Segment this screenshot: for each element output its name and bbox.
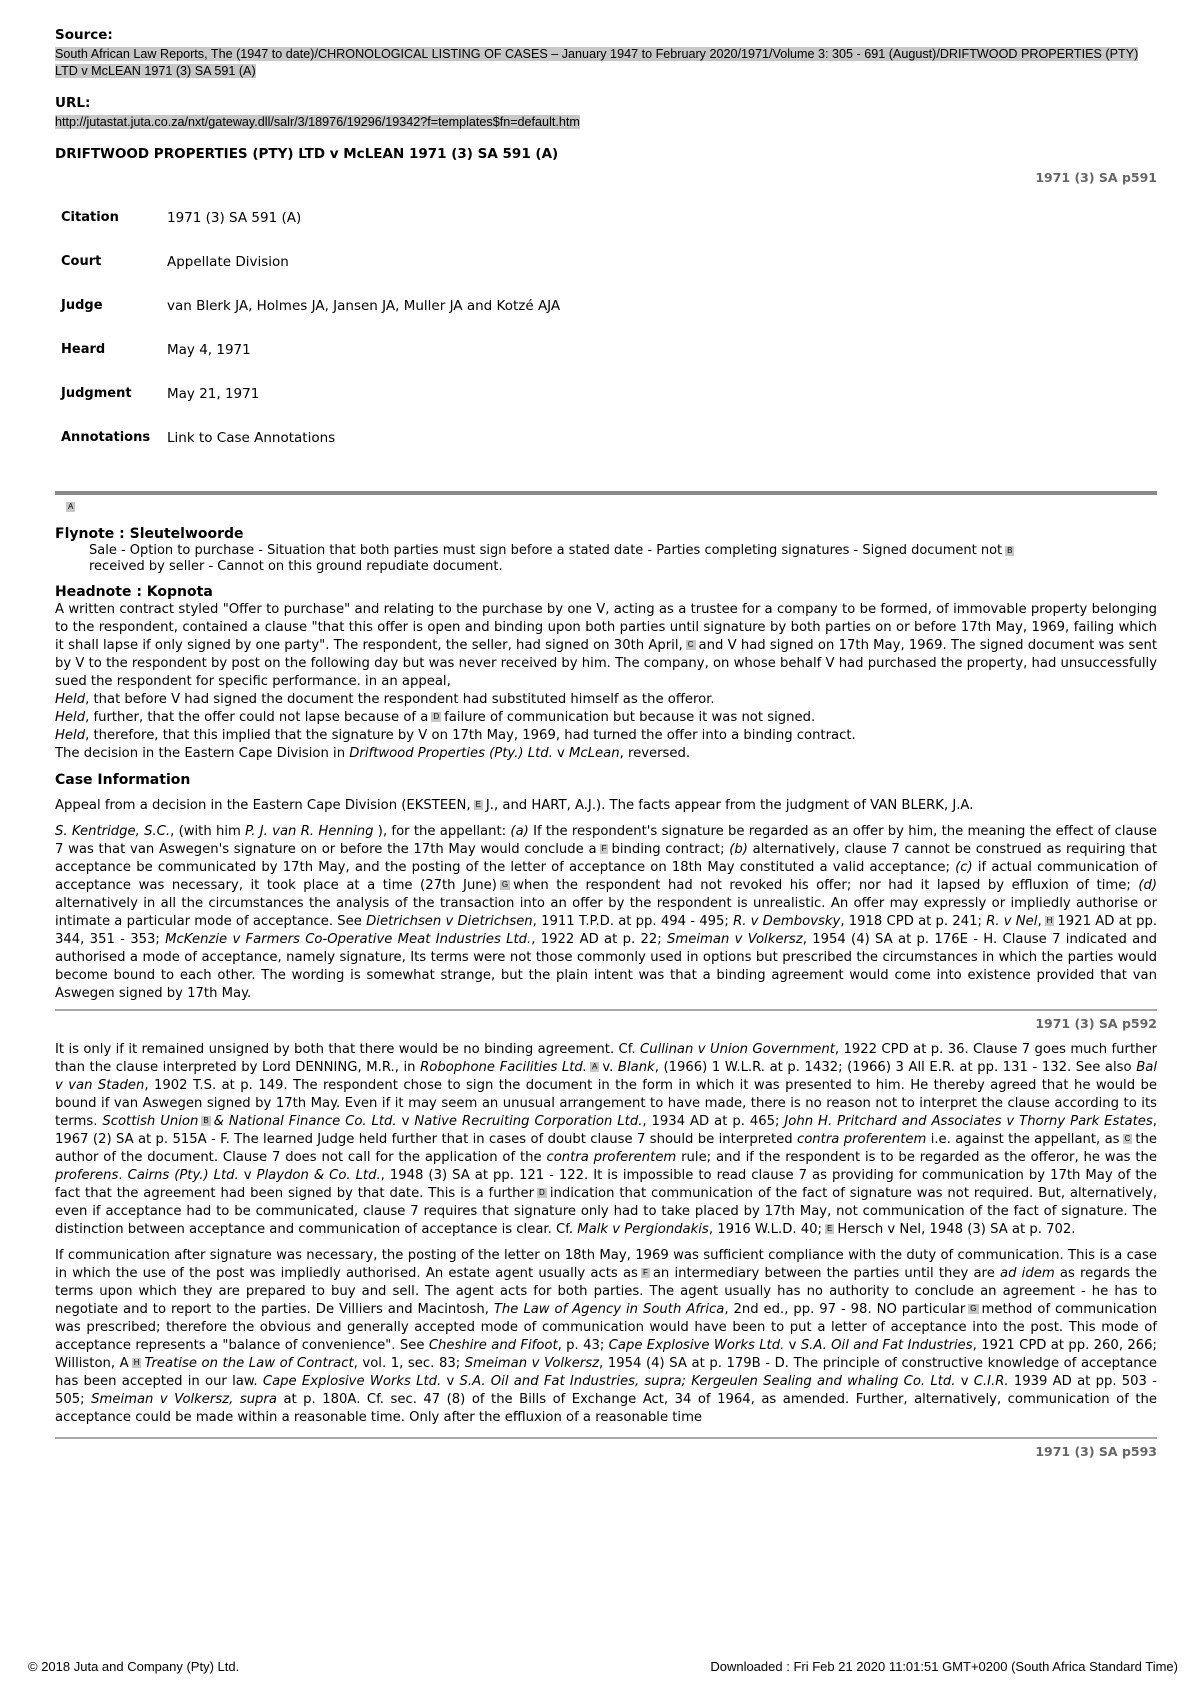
headnote-paragraph: A written contract styled "Offer to purchase" and relating to the purchase by one V, acting as a trustee for a company to be formed, of immovable property belonging to the respondent, contained a clause "that this offer is open and binding upon both parties until signature by both parties on or before 17th May, 1969, failing which it shall lapse if only signed by one party". The respondent, the seller, had signed on 30th April, C and V had signed on 17th May, 1969. The signed document was sent by V to the respondent by post on the following day but was never received by him. The company, on whose behalf V had purchased the property, had unsuccessfully sued the respondent for specific performance. in an appeal, [55, 602, 1158, 689]
meta-key: Annotations [61, 430, 151, 445]
margin-marker-g: G [970, 1304, 977, 1313]
flynote-heading: Flynote : Sleutelwoorde [55, 526, 244, 542]
headnote-heading: Headnote : Kopnota [55, 584, 213, 600]
meta-row [61, 385, 560, 429]
margin-marker-h: H [1046, 916, 1053, 925]
meta-row [61, 341, 560, 385]
meta-key: Judge [61, 298, 103, 313]
margin-marker-b: B [1007, 545, 1013, 555]
copyright-text: © 2018 Juta and Company (Pty) Ltd. [28, 1659, 240, 1674]
source-text: South African Law Reports, The (1947 to date)/CHRONOLOGICAL LISTING OF CASES – January 1947 to February 2020/1971/Volume 3: 305 - 691 (August)/DRIFTWOOD PROPERTIES (PTY) LTD v McLEAN 1971 (3) SA 591 (A) [55, 47, 1139, 78]
meta-value: May 4, 1971 [167, 342, 251, 358]
url-label: URL: [55, 95, 91, 111]
source-label: Source: [55, 27, 113, 43]
meta-key: Court [61, 254, 102, 269]
annotations-link[interactable]: Link to Case Annotations [167, 430, 336, 446]
argument-paragraph-2: It is only if it remained unsigned by both that there would be no binding agreement. Cf. Cullinan v Union Government, 1922 CPD at p. 36. Clause 7 goes much further than the clause interpreted by Lord DENNING, M.R., in Robophone Facilities Ltd. A v. Blank, (1966) 1 W.L.R. at p. 1432; (1966) 3 All E.R. at pp. 131 - 132. See also Bal v van Staden, 1902 T.S. at p. 149. The respondent chose to sign the document in the form in which it was presented to him. He thereby agreed that he would be bound if van Aswegen signed by 17th May. Even if it may seem an unusual arrangement to have made, there is no reason not to interpret the clause according to its terms. Scottish Union B & National Finance Co. Ltd. v Native Recruiting Corporation Ltd., 1934 AD at p. 465; John H. Pritchard and Associates v Thorny Park Estates, 1967 (2) SA at p. 515A - F. The learned Judge held further that in cases of doubt clause 7 should be interpreted contra proferentem i.e. against the appellant, as C the author of the document. Clause 7 does not call for the application of the contra proferentem rule; and if the respondent is to be regarded as the offeror, he was the proferens. Cairns (Pty.) Ltd. v Playdon & Co. Ltd., 1948 (3) SA at pp. 121 - 122. It is impossible to read clause 7 as providing for communication by 17th May of the fact that the agreement had been signed by that date. This is a further D indication that communication of the fact of signature was not required. But, alternatively, even if acceptance had to be communicated, clause 7 requires that signature only had to take placed by 17th May, not communication of the fact of signature. The distinction between acceptance and communication of acceptance is clear. Cf. Malk v Pergiondakis, 1916 W.L.D. 40; E Hersch v Nel, 1948 (3) SA at p. 702. [55, 1042, 1158, 1237]
margin-marker-b: B [203, 1116, 209, 1125]
argument-paragraph-1: S. Kentridge, S.C., (with him P. J. van R. Henning ), for the appellant: (a) If the respondent's signature be regarded as an offer by him, the meaning the effect of clause 7 was that van Aswegen's signature on or before the 17th May would conclude a F binding contract; (b) alternatively, clause 7 cannot be construed as requiring that acceptance be communicated by 17th May, and the posting of the letter of acceptance on 18th May constituted a valid acceptance; (c) if actual communication of acceptance was necessary, it took place at a time (27th June) G when the respondent had not revoked his offer; nor had it lapsed by effluxion of time; (d) alternatively in all the circumstances the analysis of the transaction into an offer by the respondent is unrealistic. An offer may expressly or impliedly authorise or intimate a particular mode of acceptance. See Dietrichsen v Dietrichsen, 1911 T.P.D. at pp. 494 - 495; R. v Dembovsky, 1918 CPD at p. 241; R. v Nel, H 1921 AD at pp. 344, 351 - 353; McKenzie v Farmers Co-Operative Meat Industries Ltd., 1922 AD at p. 22; Smeiman v Volkersz, 1954 (4) SA at p. 176E - H. Clause 7 indicated and authorised a mode of acceptance, namely signature, Its terms were not those commonly used in options but prescribed the circumstances in which the parties would become bound to each other. The wording is somewhat strange, but the plain intent was that a binding agreement would come into existence provided that van Aswegen signed by 17th May. [55, 824, 1158, 1001]
margin-marker-h: H [133, 1358, 140, 1367]
case-title: DRIFTWOOD PROPERTIES (PTY) LTD v McLEAN 1971 (3) SA 591 (A) [55, 146, 559, 162]
margin-marker-e: E [826, 1224, 833, 1233]
meta-row [61, 253, 560, 297]
document-page [55, 26, 1157, 1461]
appeal-paragraph: Appeal from a decision in the Eastern Cape Division (EKSTEEN, E J., and HART, A.J.). The facts appear from the judgment of VAN BLERK, J.A. [55, 798, 974, 813]
margin-marker-c: C [1124, 1134, 1131, 1143]
margin-marker-d: D [539, 1188, 545, 1197]
case-info-heading: Case Information [55, 772, 191, 788]
margin-marker-d: D [433, 712, 440, 721]
download-timestamp: Downloaded : Fri Feb 21 2020 11:01:51 GMT+0200 (South Africa Standard Time) [710, 1659, 1178, 1674]
held-1: Held, that before V had signed the document the respondent had substituted himself as the offeror. [55, 692, 715, 707]
page-divider [55, 1009, 1157, 1011]
held-3: Held, therefore, that this implied that the signature by V on 17th May, 1969, had turned the offer into a binding contract. [55, 728, 856, 743]
margin-marker-g: G [501, 880, 509, 889]
meta-value: Appellate Division [167, 254, 289, 270]
meta-key: Heard [61, 342, 106, 357]
case-meta-table [61, 209, 560, 473]
meta-key: Citation [61, 210, 119, 225]
meta-value: May 21, 1971 [167, 386, 260, 402]
meta-row [61, 297, 560, 341]
margin-marker-f: F [642, 1268, 648, 1277]
page-ref: 1971 (3) SA p591 [1035, 170, 1157, 185]
page-ref: 1971 (3) SA p592 [1035, 1016, 1157, 1031]
argument-paragraph-3: If communication after signature was necessary, the posting of the letter on 18th May, 1969 was sufficient compliance with the duty of communication. This is a case in which the use of the post was impliedly authorised. An estate agent usually acts as F an intermediary between the parties until they are ad idem as regards the terms upon which they are prepared to buy and sell. The agent acts for both parties. The agent usually has no authority to conclude an agreement - he has to negotiate and to report to the parties. De Villiers and Macintosh, The Law of Agency in South Africa, 2nd ed., pp. 97 - 98. NO particular G method of communication was prescribed; therefore the obvious and generally accepted mode of communication would have been to put a letter of acceptance into the post. This mode of acceptance represents a "balance of convenience". See Cheshire and Fifoot, p. 43; Cape Explosive Works Ltd. v S.A. Oil and Fat Industries, 1921 CPD at pp. 260, 266; Williston, A H Treatise on the Law of Contract, vol. 1, sec. 83; Smeiman v Volkersz, 1954 (4) SA at p. 179B - D. The principle of constructive knowledge of acceptance has been accepted in our law. Cape Explosive Works Ltd. v S.A. Oil and Fat Industries, supra; Kergeulen Sealing and whaling Co. Ltd. v C.I.R. 1939 AD at pp. 503 - 505; Smeiman v Volkersz, supra at p. 180A. Cf. sec. 47 (8) of the Bills of Exchange Act, 34 of 1964, as amended. Further, alternatively, communication of the acceptance could be made within a reasonable time. Only after the effluxion of a reasonable time [55, 1248, 1158, 1425]
margin-marker-f: F [601, 844, 607, 853]
margin-marker-c: C [687, 640, 694, 649]
section-divider [55, 491, 1157, 495]
meta-value: 1971 (3) SA 591 (A) [167, 210, 302, 226]
margin-marker-e: E [475, 800, 481, 809]
margin-marker-a: A [592, 1062, 598, 1071]
page-ref: 1971 (3) SA p593 [1035, 1444, 1157, 1459]
meta-row [61, 429, 560, 473]
flynote-text: Sale - Option to purchase - Situation that both parties must sign before a stated date - Parties completing signatures - Signed document not B received by seller - Cannot on this ground repudiate document. [89, 543, 1013, 574]
page-divider [55, 1437, 1157, 1439]
meta-row [61, 209, 560, 253]
held-2: Held, further, that the offer could not lapse because of a D failure of communication but because it was not signed. [55, 710, 816, 725]
page-footer [28, 1658, 1178, 1676]
decision-text: The decision in the Eastern Cape Division in Driftwood Properties (Pty.) Ltd. v McLean, reversed. [55, 746, 691, 761]
meta-key: Judgment [61, 386, 132, 401]
url-link[interactable]: http://jutastat.juta.co.za/nxt/gateway.dll/salr/3/18976/19296/19342?f=templates$fn=default.htm [55, 115, 580, 129]
meta-value: van Blerk JA, Holmes JA, Jansen JA, Muller JA and Kotzé AJA [167, 298, 561, 314]
margin-marker-a: A [68, 502, 74, 511]
